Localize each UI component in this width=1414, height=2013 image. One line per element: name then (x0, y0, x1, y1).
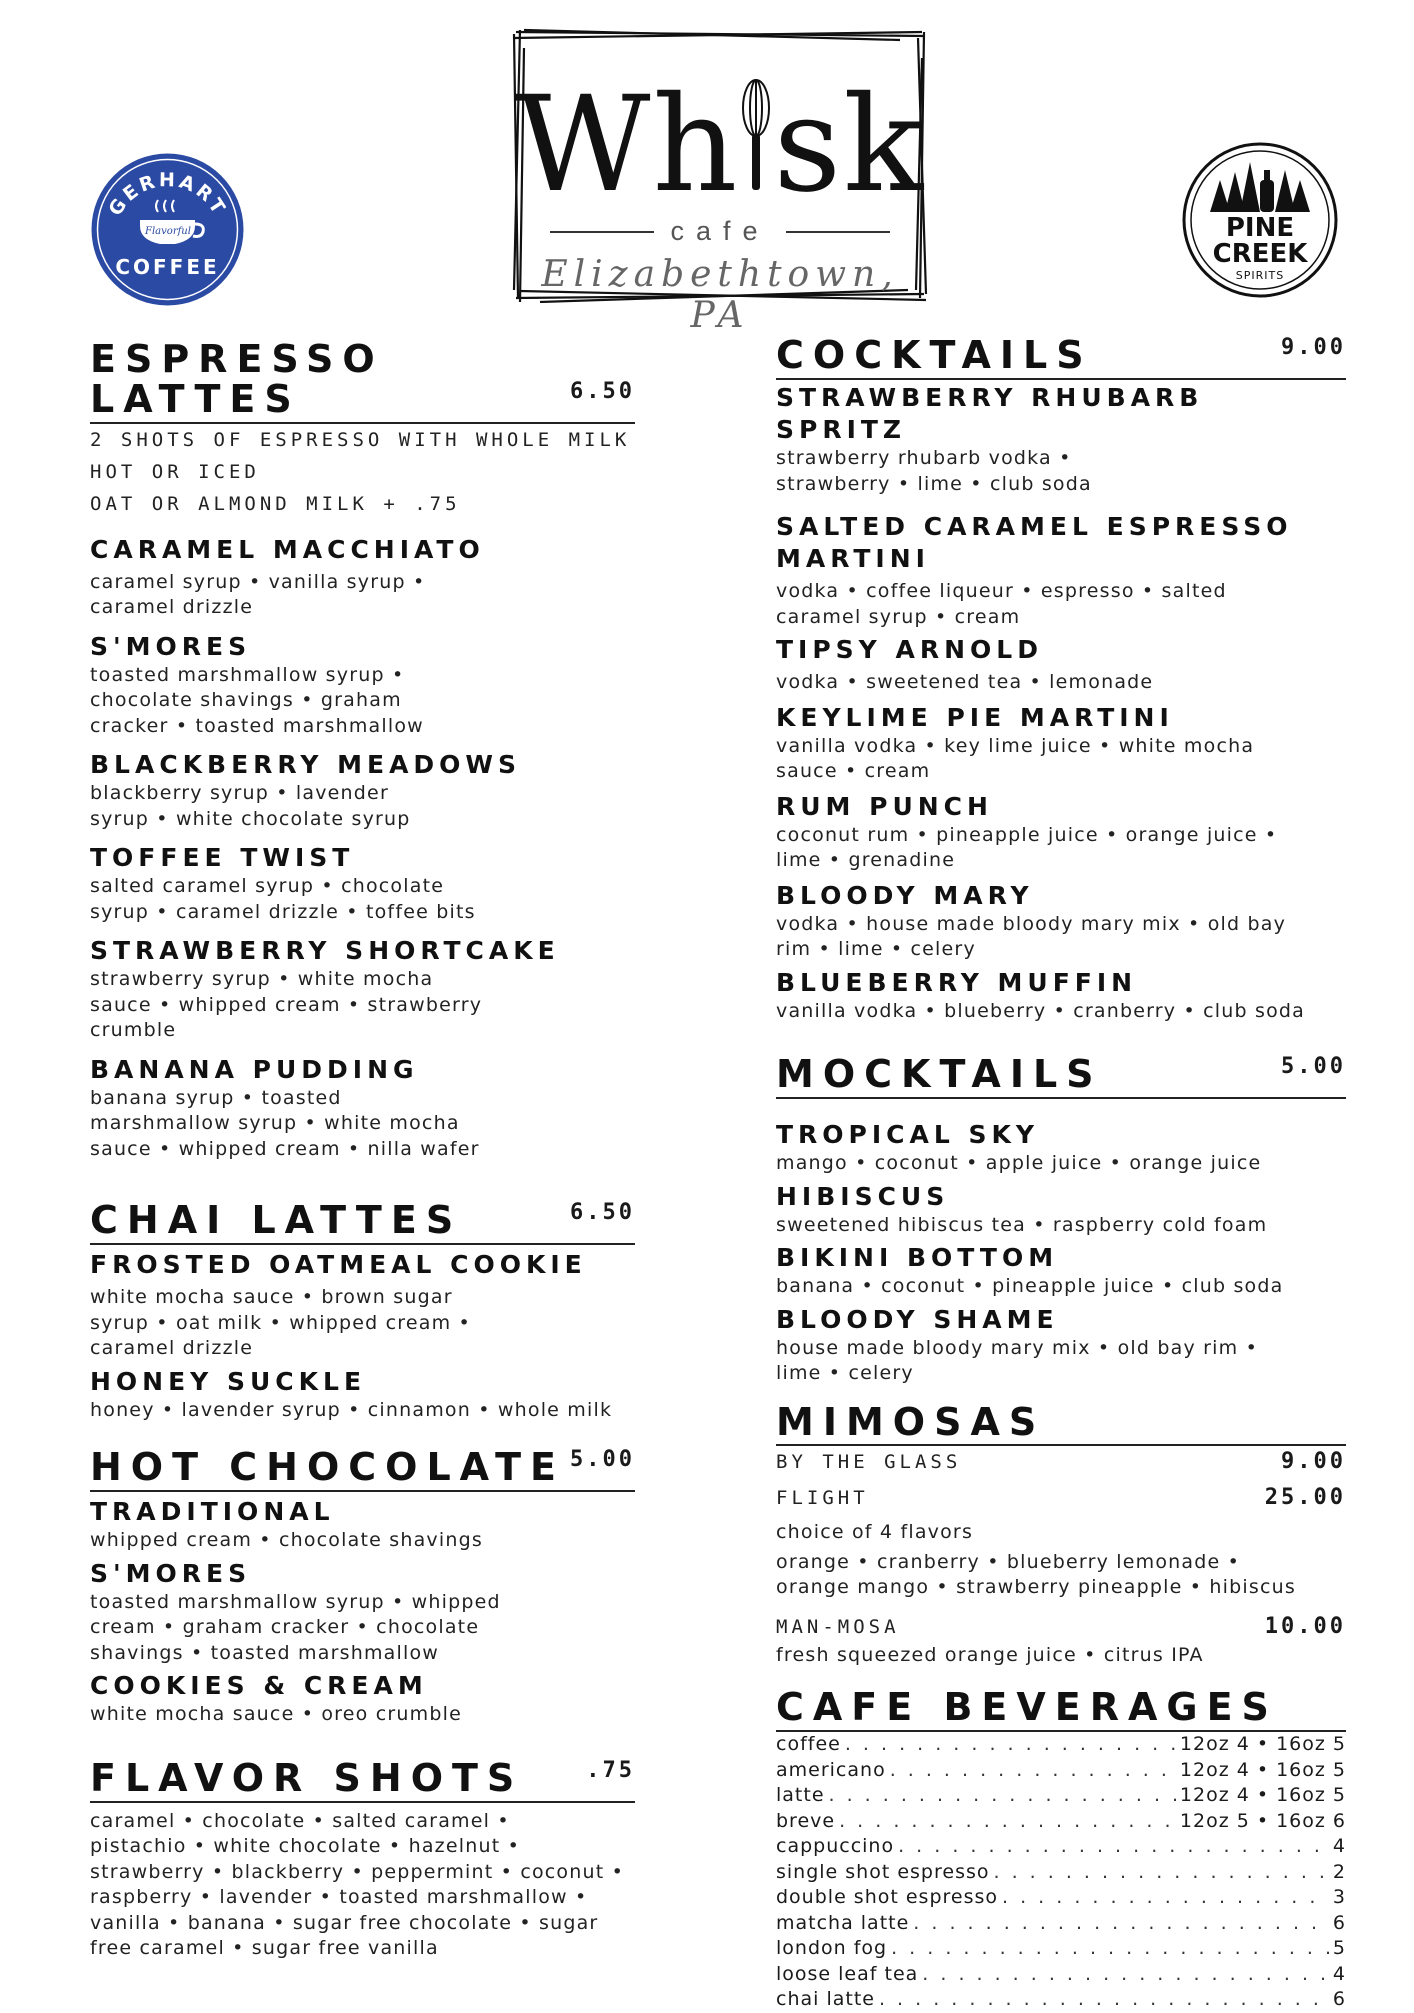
item-desc: banana syrup • toasted (90, 1086, 342, 1109)
pine-line1: PINE (1225, 213, 1295, 243)
item-name: FROSTED OATMEAL COOKIE (90, 1250, 587, 1280)
item-name: BIKINI BOTTOM (776, 1243, 1059, 1272)
item-desc: sauce • whipped cream • nilla wafer (90, 1137, 480, 1160)
item-name: BLOODY SHAME (776, 1304, 1059, 1334)
flavor-line: vanilla • banana • sugar free chocolate • sugar (90, 1911, 599, 1934)
section-header (776, 1054, 1346, 1099)
item-name: TIPSY ARNOLD (776, 635, 1043, 664)
item-desc: caramel syrup • cream (776, 605, 1021, 628)
whisk-icon (739, 78, 773, 196)
section-price: 5.00 (570, 1447, 635, 1473)
beverage-row (776, 1885, 1346, 1911)
item-desc: vodka • sweetened tea • lemonade (776, 671, 1154, 693)
section-cocktails (776, 335, 1346, 1024)
manmosa-price: 10.00 (1264, 1613, 1346, 1639)
item-desc: vodka • coffee liqueur • espresso • salted (776, 580, 1227, 602)
beverage-price: 6 (1332, 1988, 1346, 2011)
flight-price: 25.00 (1264, 1485, 1346, 1511)
note-line: HOT OR ICED (90, 460, 260, 483)
beverage-name: breve (776, 1809, 836, 1832)
item-desc: chocolate shavings • graham (90, 689, 402, 712)
beverage-row (776, 1987, 1346, 2013)
item-desc: strawberry syrup • white mocha (90, 968, 434, 991)
beverage-price: 4 (1332, 1962, 1346, 1985)
section-espresso-lattes (90, 337, 635, 1162)
beverage-name: coffee (776, 1733, 841, 1756)
beverage-price: 12oz 4 • 16oz 5 (1179, 1784, 1346, 1807)
item-desc: syrup • caramel drizzle • toffee bits (90, 900, 476, 923)
beverage-name: single shot espresso (776, 1860, 990, 1883)
beverage-row (776, 1936, 1346, 1962)
item-name: STRAWBERRY RHUBARB SPRITZ (776, 383, 1204, 444)
flavor-line: orange • cranberry • blueberry lemonade • (776, 1550, 1241, 1573)
item-name: KEYLIME PIE MARTINI (776, 702, 1174, 732)
item-desc: toasted marshmallow syrup • whipped (90, 1590, 501, 1613)
item-name: HONEY SUCKLE (90, 1366, 367, 1396)
beverage-row (776, 1732, 1346, 1758)
gerhart-coffee-logo (90, 152, 245, 307)
section-title: ESPRESSO LATTES (90, 337, 384, 421)
section-title: CHAI LATTES (90, 1198, 463, 1243)
item-name: STRAWBERRY SHORTCAKE (90, 936, 560, 966)
beverage-row (776, 1834, 1346, 1860)
flight-desc: choice of 4 flavors (776, 1521, 974, 1544)
item-desc: banana • coconut • pineapple juice • club soda (776, 1275, 1284, 1297)
pine-line3: SPIRITS (1235, 269, 1285, 282)
item-name: S'MORES (90, 631, 252, 661)
manmosa-desc: fresh squeezed orange juice • citrus IPA (776, 1643, 1204, 1666)
flight-row (776, 1482, 1346, 1514)
beverage-price: 12oz 5 • 16oz 6 (1179, 1809, 1346, 1832)
item-desc: rim • lime • celery (776, 938, 976, 960)
beverage-price: 4 (1332, 1835, 1346, 1858)
section-header (90, 1755, 635, 1803)
gerhart-middle-text: Flavorful (145, 226, 191, 237)
item-name: TOFFEE TWIST (90, 843, 355, 873)
logo-subtitle: cafe (550, 216, 890, 247)
item-desc: honey • lavender syrup • cinnamon • whole milk (90, 1398, 613, 1421)
item-desc: lime • grenadine (776, 849, 956, 871)
flavor-line: caramel • chocolate • salted caramel • (90, 1809, 510, 1832)
beverage-price: 2 (1332, 1860, 1346, 1883)
item-desc: caramel drizzle (90, 596, 254, 619)
beverage-name: matcha latte (776, 1911, 910, 1934)
beverage-row (776, 1860, 1346, 1886)
beverage-row (776, 1911, 1346, 1937)
item-desc: coconut rum • pineapple juice • orange juice • (776, 823, 1278, 846)
beverage-row (776, 1758, 1346, 1784)
section-title: MIMOSAS (776, 1399, 1046, 1444)
item-desc: sauce • cream (776, 760, 931, 782)
location-text: Elizabethtown, PA (541, 254, 899, 336)
section-title: COCKTAILS (776, 333, 1093, 378)
item-desc: vanilla vodka • key lime juice • white mocha (776, 734, 1255, 757)
section-header (776, 335, 1346, 380)
section-title: FLAVOR SHOTS (90, 1755, 524, 1800)
item-desc: caramel syrup • vanilla syrup • (90, 570, 426, 593)
section-header (776, 1685, 1346, 1732)
logo-wordmark: Wh sk (514, 68, 926, 222)
item-name: COOKIES & CREAM (90, 1671, 428, 1701)
pine-creek-logo (1180, 140, 1340, 300)
section-title: HOT CHOCOLATE (90, 1445, 565, 1490)
flavor-line: pistachio • white chocolate • hazelnut • (90, 1835, 520, 1858)
manmosa-label: MAN-MOSA (776, 1615, 900, 1638)
beverage-price: 12oz 4 • 16oz 5 (1179, 1758, 1346, 1781)
item-name: CARAMEL MACCHIATO (90, 534, 485, 564)
beverage-row (776, 1962, 1346, 1988)
item-name: RUM PUNCH (776, 791, 993, 821)
right-column (776, 335, 1346, 2013)
note-line: 2 SHOTS OF ESPRESSO WITH WHOLE MILK (90, 428, 631, 451)
whisk-logo (510, 28, 930, 336)
beverage-price: 5 (1332, 1937, 1346, 1960)
flavor-line: free caramel • sugar free vanilla (90, 1937, 439, 1960)
note-line: OAT OR ALMOND MILK + .75 (90, 492, 461, 515)
section-header (90, 1200, 635, 1245)
item-desc: mango • coconut • apple juice • orange juice (776, 1152, 1262, 1174)
flavor-line: orange mango • strawberry pineapple • hibiscus (776, 1576, 1296, 1599)
item-desc: crumble (90, 1019, 177, 1042)
pine-line2: CREEK (1212, 239, 1308, 269)
section-flavor-shots (90, 1755, 635, 1962)
section-price: 6.50 (570, 378, 635, 404)
section-mimosas (776, 1399, 1346, 1669)
item-desc: marshmallow syrup • white mocha (90, 1112, 460, 1135)
item-desc: sweetened hibiscus tea • raspberry cold foam (776, 1213, 1268, 1236)
section-hot-chocolate (90, 1447, 635, 1728)
item-desc: caramel drizzle (90, 1337, 254, 1360)
section-price: .75 (586, 1757, 635, 1783)
item-desc: syrup • oat milk • whipped cream • (90, 1311, 471, 1334)
section-price: 6.50 (570, 1200, 635, 1226)
section-title: MOCKTAILS (776, 1052, 1103, 1097)
item-name: BLUEBERRY MUFFIN (776, 967, 1138, 997)
by-the-glass-label: BY THE GLASS (776, 1451, 962, 1474)
gerhart-top-text: GERHART (104, 169, 231, 220)
item-desc: cream • graham cracker • chocolate (90, 1616, 480, 1639)
flavor-line: strawberry • blackberry • peppermint • coconut • (90, 1860, 625, 1883)
beverage-name: latte (776, 1784, 825, 1807)
item-name: TRADITIONAL (90, 1497, 335, 1527)
item-name: BLACKBERRY MEADOWS (90, 750, 522, 780)
beverage-name: chai latte (776, 1988, 875, 2011)
item-desc: vanilla vodka • blueberry • cranberry • club soda (776, 999, 1306, 1022)
beverage-name: london fog (776, 1937, 888, 1960)
beverage-row (776, 1783, 1346, 1809)
gerhart-bottom-text: COFFEE (115, 255, 220, 279)
section-mocktails (776, 1054, 1346, 1387)
item-desc: sauce • whipped cream • strawberry (90, 993, 483, 1016)
item-name: HIBISCUS (776, 1181, 950, 1211)
section-header (776, 1399, 1346, 1447)
item-desc: white mocha sauce • oreo crumble (90, 1703, 462, 1726)
beverage-price: 6 (1332, 1911, 1346, 1934)
item-desc: strawberry rhubarb vodka • (776, 447, 1072, 469)
item-name: S'MORES (90, 1558, 252, 1588)
item-name: BLOODY MARY (776, 880, 1034, 910)
item-desc: strawberry • lime • club soda (776, 472, 1092, 495)
section-price: 5.00 (1281, 1054, 1346, 1079)
item-desc: shavings • toasted marshmallow (90, 1641, 440, 1664)
by-the-glass-row (776, 1446, 1346, 1478)
item-desc: blackberry syrup • lavender (90, 782, 389, 805)
section-header (90, 1447, 635, 1492)
section-chai-lattes (90, 1200, 635, 1423)
item-name: TROPICAL SKY (776, 1120, 1039, 1149)
section-price: 9.00 (1281, 335, 1346, 360)
section-cafe-beverages (776, 1685, 1346, 2012)
beverage-name: cappuccino (776, 1835, 895, 1858)
item-name: BANANA PUDDING (90, 1054, 419, 1084)
item-desc: cracker • toasted marshmallow (90, 714, 424, 737)
item-desc: house made bloody mary mix • old bay rim • (776, 1336, 1259, 1359)
beverage-name: americano (776, 1758, 886, 1781)
item-name: SALTED CARAMEL ESPRESSO MARTINI (776, 512, 1293, 573)
by-the-glass-price: 9.00 (1281, 1449, 1346, 1475)
beverage-row (776, 1809, 1346, 1835)
section-title: CAFE BEVERAGES (776, 1685, 1278, 1730)
flight-label: FLIGHT (776, 1487, 869, 1510)
manmosa-row (776, 1611, 1346, 1643)
item-desc: lime • celery (776, 1362, 914, 1384)
item-desc: vodka • house made bloody mary mix • old bay (776, 912, 1287, 935)
item-desc: salted caramel syrup • chocolate (90, 875, 445, 898)
section-header (90, 337, 635, 424)
beverage-price: 12oz 4 • 16oz 5 (1179, 1733, 1346, 1756)
beverage-name: loose leaf tea (776, 1962, 919, 1985)
item-desc: white mocha sauce • brown sugar (90, 1286, 453, 1309)
beverage-price: 3 (1332, 1886, 1346, 1909)
left-column (90, 337, 635, 1962)
item-desc: syrup • white chocolate syrup (90, 807, 411, 830)
flavor-line: raspberry • lavender • toasted marshmallow • (90, 1886, 588, 1909)
beverage-name: double shot espresso (776, 1886, 999, 1909)
item-desc: whipped cream • chocolate shavings (90, 1529, 483, 1552)
item-desc: toasted marshmallow syrup • (90, 663, 405, 686)
